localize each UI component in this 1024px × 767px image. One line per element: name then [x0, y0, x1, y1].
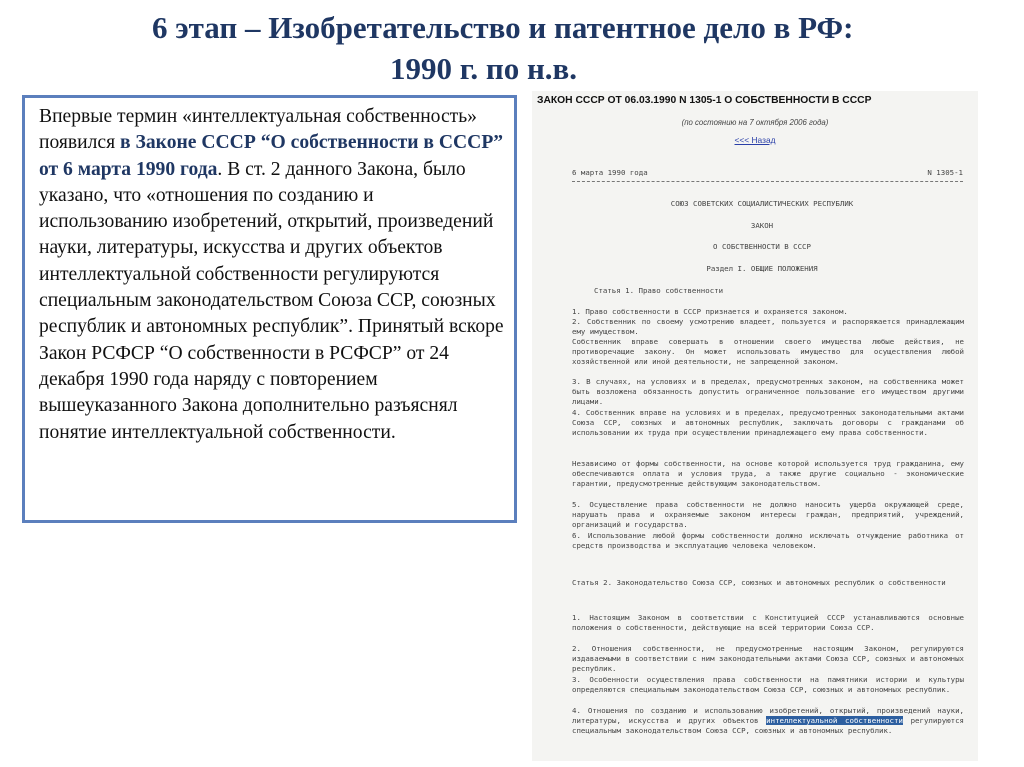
article-1-paragraph: 5. Осуществление права собственности не должно наносить ущерба окружающей среде, нарушать права и охраняемые законом интересы граждан, предприятий, учреждений, организаций и государства. [572, 500, 964, 530]
dashed-divider [572, 181, 963, 182]
slide-title-line-2: 1990 г. по н.в. [390, 51, 578, 86]
law-status: (по состоянию на 7 октября 2006 года) [681, 118, 829, 127]
law-document-image [532, 91, 978, 761]
article-2-paragraph: 2. Отношения собственности, не предусмотренные настоящим Законом, регулируются издаваемыми в соответствии с ним законодательными актами Союза ССР, союзных и автономных республик. [572, 644, 964, 674]
text-box [22, 95, 517, 523]
article-1-paragraph: Независимо от формы собственности, на основе которой используется труд гражданина, ему обеспечиваются оплата и условия труда, а также другие социально - экономические гарантии, предусмотренные действующим законодательством. [572, 459, 964, 489]
article-1-heading: Статья 1. Право собственности [594, 286, 724, 295]
article-1-paragraph: 3. В случаях, на условиях и в пределах, предусмотренных законом, на собственника может быть возложена обязанность допустить ограниченное пользование его имуществом другими лицами. [572, 377, 964, 407]
text-intro: Впервые термин «интеллектуальная собственность» появился [39, 106, 477, 154]
article-1-paragraph: 1. Право собственности в СССР признается и охраняется законом. [572, 307, 848, 316]
article-1-paragraph: 6. Использование любой формы собственности должно исключать отчуждение работника от средств производства и эксплуатацию человека человеком. [572, 531, 964, 551]
article-2-paragraph [572, 706, 964, 737]
law-number: N 1305-1 [927, 168, 963, 177]
article-2-paragraph: 3. Особенности осуществления права собственности на памятники истории и культуры определяются специальным законодательством Союза ССР, союзных и автономных республик. [572, 675, 964, 695]
slide-title [0, 0, 1024, 92]
text-body: . В ст. 2 данного Закона, было указано, что «отношения по созданию и использованию изобретений, открытий, произведений науки, литературы, искусства и других объектов интеллектуальной собственности регулируются специальным законодательством Союза ССР, союзных республик и автономных республик”. Принятый вскоре Закон РСФСР “О собственности в РСФСР” от 24 декабря 1990 года наряду с повторением вышеуказанного Закона дополнительно разъяснял понятие интеллектуальной собственности. [39, 158, 504, 443]
slide-title-line-1: 6 этап – Изобретательство и патентное дело в РФ: [152, 10, 854, 45]
law-heading: ЗАКОН [750, 221, 774, 230]
text-highlight: в Законе СССР “О собственности в СССР” от 6 марта 1990 года [39, 132, 504, 180]
union-heading: СОЮЗ СОВЕТСКИХ СОЦИАЛИСТИЧЕСКИХ РЕСПУБЛИК [670, 199, 854, 208]
article-2-paragraph: 1. Настоящим Законом в соответствии с Конституцией СССР устанавливаются основные положения о собственности, действующие на всей территории Союза ССР. [572, 613, 964, 633]
article-1-paragraph: 2. Собственник по своему усмотрению владеет, пользуется и распоряжается принадлежащим ему имуществом. [572, 317, 964, 337]
law-title: ЗАКОН СССР ОТ 06.03.1990 N 1305-1 О СОБСТВЕННОСТИ В СССР [537, 95, 872, 106]
article-1-paragraph: Собственник вправе совершать в отношении своего имущества любые действия, не противоречащие закону. Он может использовать имущество для осуществления любой хозяйственной или иной деятельности, не запрещенной законом. [572, 337, 964, 367]
back-link[interactable]: <<< Назад [734, 135, 776, 145]
article-2-heading: Статья 2. Законодательство Союза ССР, союзных и автономных республик о собственности [572, 578, 946, 587]
law-name-heading: О СОБСТВЕННОСТИ В СССР [713, 242, 811, 251]
article-1-paragraph: 4. Собственник вправе на условиях и в пределах, предусмотренных законодательными актами Союза ССР, союзных и автономных республик, заключать договоры с гражданами об использовании их труда при осуществлении принадлежащего ему права собственности. [572, 408, 964, 438]
selected-text-highlight: интеллектуальной собственности [766, 716, 903, 726]
article-2-text: 4. Отношения по созданию и использованию изобретений, открытий, произведений науки, литературы, искусства и других объектов [572, 706, 964, 726]
article-2-text: регулируются специальным законодательством Союза ССР, союзных и автономных республик. [572, 716, 964, 736]
law-date: 6 марта 1990 года [572, 168, 648, 177]
section-heading: Раздел I. ОБЩИЕ ПОЛОЖЕНИЯ [706, 264, 818, 273]
